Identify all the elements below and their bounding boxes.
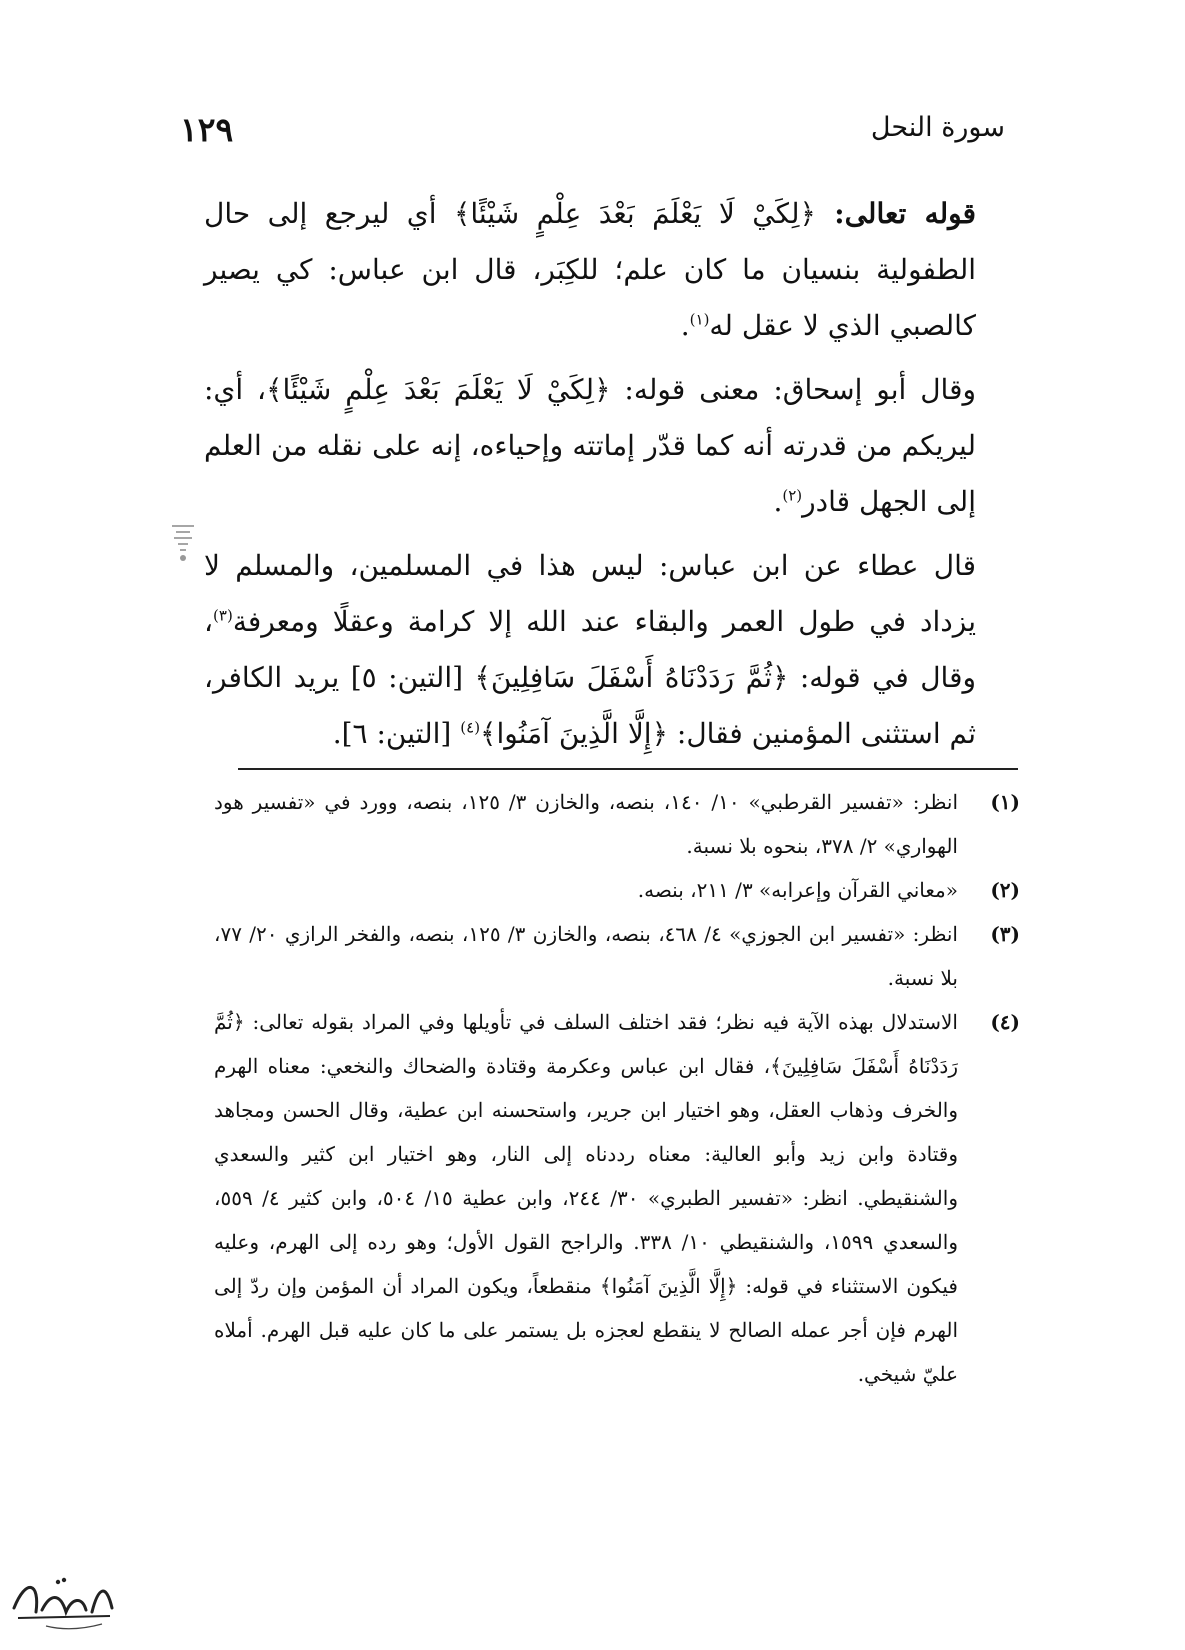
paragraph-end: . bbox=[773, 485, 783, 518]
paragraph-1 bbox=[204, 186, 1016, 354]
footnote-separator bbox=[238, 768, 1018, 770]
footnote-number: (١) bbox=[990, 790, 1020, 814]
footnote-ref[interactable]: (٢) bbox=[782, 486, 803, 505]
paragraph-text: أي ليرجع إلى حال الطفولية بنسيان ما كان علم؛ للكِبَر، قال ابن عباس: كي يصير كالصبي الذي لا عقل له bbox=[204, 197, 976, 342]
footnotes bbox=[214, 780, 1020, 1396]
footnote bbox=[214, 780, 1020, 868]
paragraph-text: [التين: ٦]. bbox=[332, 717, 461, 750]
margin-mark-icon bbox=[168, 522, 198, 564]
surah-title: سورة النحل bbox=[870, 112, 1005, 143]
footnote-ref[interactable]: (٣) bbox=[213, 606, 233, 625]
watermark-logo bbox=[6, 1568, 120, 1640]
footnote-number: (٣) bbox=[990, 922, 1020, 946]
page-number: ١٢٩ bbox=[180, 110, 234, 149]
paragraph-lead: وقال أبو إسحاق: معنى قوله: bbox=[610, 373, 976, 406]
paragraph-end: . bbox=[680, 309, 690, 342]
quran-verse: ﴿إِلَّا الَّذِينَ آمَنُوا﴾ bbox=[480, 717, 668, 750]
footnote-text: «معاني القرآن وإعرابه» ٣/ ٢١١، بنصه. bbox=[637, 878, 958, 902]
main-text bbox=[204, 186, 1016, 770]
paragraph-text: قال عطاء عن ابن عباس: ليس هذا في المسلمين، والمسلم لا يزداد في طول العمر والبقاء عند الله إلا كرامة وعقلًا ومعرفة bbox=[204, 549, 976, 638]
footnote-text: انظر: «تفسير القرطبي» ١٠/ ١٤٠، بنصه، والخازن ٣/ ١٢٥، بنصه، وورد في «تفسير هود الهواري» ٢/ ٣٧٨، بنحوه بلا نسبة. bbox=[214, 790, 959, 858]
paragraph-text: ، وقال في قوله: bbox=[204, 605, 976, 694]
footnote bbox=[214, 868, 1020, 912]
footnote-number: (٢) bbox=[990, 878, 1020, 902]
footnote bbox=[214, 912, 1020, 1000]
quran-verse: ﴿لِكَيْ لَا يَعْلَمَ بَعْدَ عِلْمٍ شَيْئًا﴾ bbox=[266, 373, 611, 406]
footnote-text: انظر: «تفسير ابن الجوزي» ٤/ ٤٦٨، بنصه، والخازن ٣/ ١٢٥، بنصه، والفخر الرازي ٢٠/ ٧٧، بلا نسبة. bbox=[214, 922, 958, 990]
paragraph-text: [التين: ٥] يريد الكافر، ثم استثنى المؤمنين فقال: bbox=[204, 661, 976, 750]
footnote-ref[interactable]: (٤) bbox=[460, 718, 481, 737]
quran-verse: ﴿ثُمَّ رَدَدْنَاهُ أَسْفَلَ سَافِلِينَ﴾ bbox=[474, 661, 789, 694]
paragraph-text: ، أي: ليريكم من قدرته أنه كما قدّر إماتته وإحياءه، إنه على نقله من العلم إلى الجهل قادر bbox=[204, 373, 976, 518]
running-header bbox=[180, 112, 1005, 162]
paragraph-lead: قوله تعالى: bbox=[815, 197, 976, 230]
paragraph-3 bbox=[204, 538, 1016, 762]
footnote-text: الاستدلال بهذه الآية فيه نظر؛ فقد اختلف السلف في تأويلها وفي المراد بقوله تعالى: ﴿ثُمَّ رَدَدْنَاهُ أَسْفَلَ سَافِلِينَ﴾، فقال ابن عباس وعكرمة وقتادة والضحاك والنخعي: معناه الهرم والخرف وذهاب العقل، وهو اختيار ابن جرير، واستحسنه ابن عطية، وقال الحسن ومجاهد وقتادة وابن زيد وأبو العالية: معناه رددناه إلى النار، وهو اختيار ابن كثير والسعدي والشنقيطي. انظر: «تفسير الطبري» ٣٠/ ٢٤٤، وابن عطية ١٥/ ٥٠٤، وابن كثير ٤/ ٥٥٩، والسعدي ١٥٩٩، والشنقيطي ١٠/ ٣٣٨. والراجح القول الأول؛ وهو رده إلى الهرم، وعليه فيكون الاستثناء في قوله: ﴿إِلَّا الَّذِينَ آمَنُوا﴾ منقطعاً، ويكون المراد أن المؤمن وإن ردّ إلى الهرم فإن أجر عمله الصالح لا ينقطع لعجزه بل يستمر على ما كان عليه قبل الهرم. أملاه عليّ شيخي. bbox=[214, 1010, 958, 1386]
quran-verse: ﴿لِكَيْ لَا يَعْلَمَ بَعْدَ عِلْمٍ شَيْئًا﴾ bbox=[453, 197, 816, 230]
paragraph-2 bbox=[204, 362, 1016, 530]
footnote-number: (٤) bbox=[990, 1010, 1020, 1034]
footnote-ref[interactable]: (١) bbox=[689, 310, 710, 329]
footnote bbox=[214, 1000, 1020, 1396]
